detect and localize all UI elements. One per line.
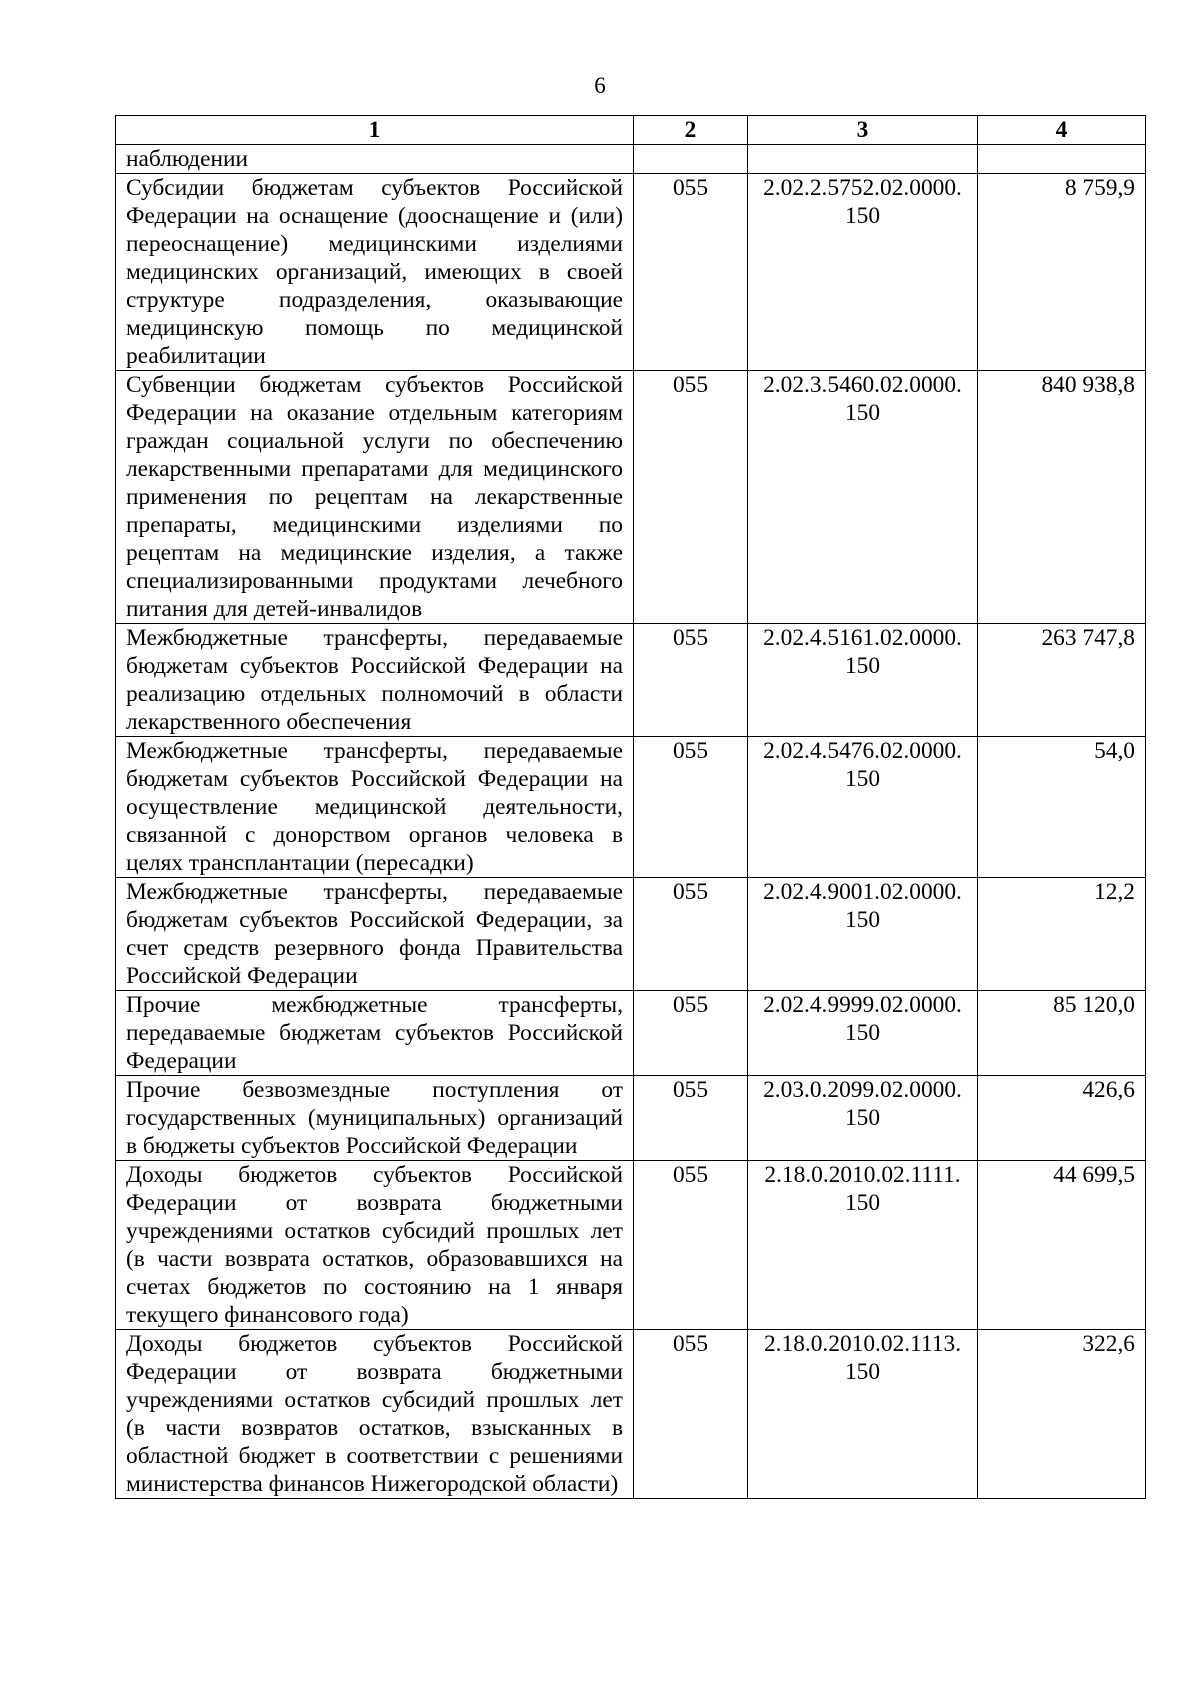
table-row <box>116 1161 1146 1330</box>
row-amount: 85 120,0 <box>978 991 1146 1076</box>
table-row <box>116 991 1146 1076</box>
row-description: Субвенции бюджетам субъектов Российской Федерации на оказание отдельным категориям граждан социальной услуги по обеспечению лекарственными препаратами для медицинского применения по рецептам на лекарственные препараты, медицинскими изделиями по рецептам на медицинские изделия, а также специализированными продуктами лечебного питания для детей-инвалидов <box>116 371 634 624</box>
row-admin-code: 055 <box>634 1330 748 1499</box>
row-budget-code: 2.02.2.5752.02.0000. 150 <box>748 174 978 371</box>
row-description: Межбюджетные трансферты, передаваемые бюджетам субъектов Российской Федерации на осуществление медицинской деятельности, связанной с донорством органов человека в целях трансплантации (пересадки) <box>116 737 634 878</box>
table-row <box>116 1076 1146 1161</box>
table-row <box>116 624 1146 737</box>
page-number: 6 <box>594 73 606 98</box>
row-description: Субсидии бюджетам субъектов Российской Федерации на оснащение (дооснащение и (или) переоснащение) медицинскими изделиями медицинских организаций, имеющих в своей структуре подразделения, оказывающие медицинскую помощь по медицинской реабилитации <box>116 174 634 371</box>
row-admin-code: 055 <box>634 878 748 991</box>
row-admin-code: 055 <box>634 991 748 1076</box>
row-admin-code: 055 <box>634 174 748 371</box>
row-budget-code: 2.02.4.9001.02.0000. 150 <box>748 878 978 991</box>
budget-revenue-table <box>115 115 1146 1499</box>
row-budget-code: 2.02.4.5161.02.0000. 150 <box>748 624 978 737</box>
row-description: Межбюджетные трансферты, передаваемые бюджетам субъектов Российской Федерации на реализацию отдельных полномочий в области лекарственного обеспечения <box>116 624 634 737</box>
table-body <box>116 145 1146 1499</box>
table-row <box>116 371 1146 624</box>
row-amount: 426,6 <box>978 1076 1146 1161</box>
row-budget-code: 2.18.0.2010.02.1111. 150 <box>748 1161 978 1330</box>
row-amount: 8 759,9 <box>978 174 1146 371</box>
row-budget-code: 2.02.4.5476.02.0000. 150 <box>748 737 978 878</box>
column-header-3: 3 <box>748 116 978 145</box>
table-row <box>116 737 1146 878</box>
table-row <box>116 1330 1146 1499</box>
row-budget-code: 2.02.4.9999.02.0000. 150 <box>748 991 978 1076</box>
row-description: Прочие безвозмездные поступления от государственных (муниципальных) организаций в бюджеты субъектов Российской Федерации <box>116 1076 634 1161</box>
table-row <box>116 145 1146 174</box>
table-header <box>116 116 1146 145</box>
row-description: наблюдении <box>116 145 634 174</box>
row-amount: 12,2 <box>978 878 1146 991</box>
row-admin-code: 055 <box>634 737 748 878</box>
row-description: Доходы бюджетов субъектов Российской Федерации от возврата бюджетными учреждениями остатков субсидий прошлых лет (в части возврата остатков, образовавшихся на счетах бюджетов по состоянию на 1 января текущего финансового года) <box>116 1161 634 1330</box>
row-amount: 44 699,5 <box>978 1161 1146 1330</box>
row-budget-code: 2.18.0.2010.02.1113. 150 <box>748 1330 978 1499</box>
column-header-4: 4 <box>978 116 1146 145</box>
row-amount: 322,6 <box>978 1330 1146 1499</box>
row-admin-code: 055 <box>634 371 748 624</box>
row-description: Прочие межбюджетные трансферты, передаваемые бюджетам субъектов Российской Федерации <box>116 991 634 1076</box>
row-amount: 840 938,8 <box>978 371 1146 624</box>
row-description: Доходы бюджетов субъектов Российской Федерации от возврата бюджетными учреждениями остатков субсидий прошлых лет (в части возвратов остатков, взысканных в областной бюджет в соответствии с решениями министерства финансов Нижегородской области) <box>116 1330 634 1499</box>
row-admin-code: 055 <box>634 1161 748 1330</box>
row-budget-code: 2.02.3.5460.02.0000. 150 <box>748 371 978 624</box>
row-admin-code: 055 <box>634 1076 748 1161</box>
row-description: Межбюджетные трансферты, передаваемые бюджетам субъектов Российской Федерации, за счет средств резервного фонда Правительства Российской Федерации <box>116 878 634 991</box>
row-budget-code: 2.03.0.2099.02.0000. 150 <box>748 1076 978 1161</box>
row-admin-code: 055 <box>634 624 748 737</box>
table-row <box>116 878 1146 991</box>
row-budget-code <box>748 145 978 174</box>
row-admin-code <box>634 145 748 174</box>
table-row <box>116 174 1146 371</box>
row-amount: 263 747,8 <box>978 624 1146 737</box>
row-amount <box>978 145 1146 174</box>
column-header-1: 1 <box>116 116 634 145</box>
column-header-2: 2 <box>634 116 748 145</box>
row-amount: 54,0 <box>978 737 1146 878</box>
header-row <box>116 116 1146 145</box>
